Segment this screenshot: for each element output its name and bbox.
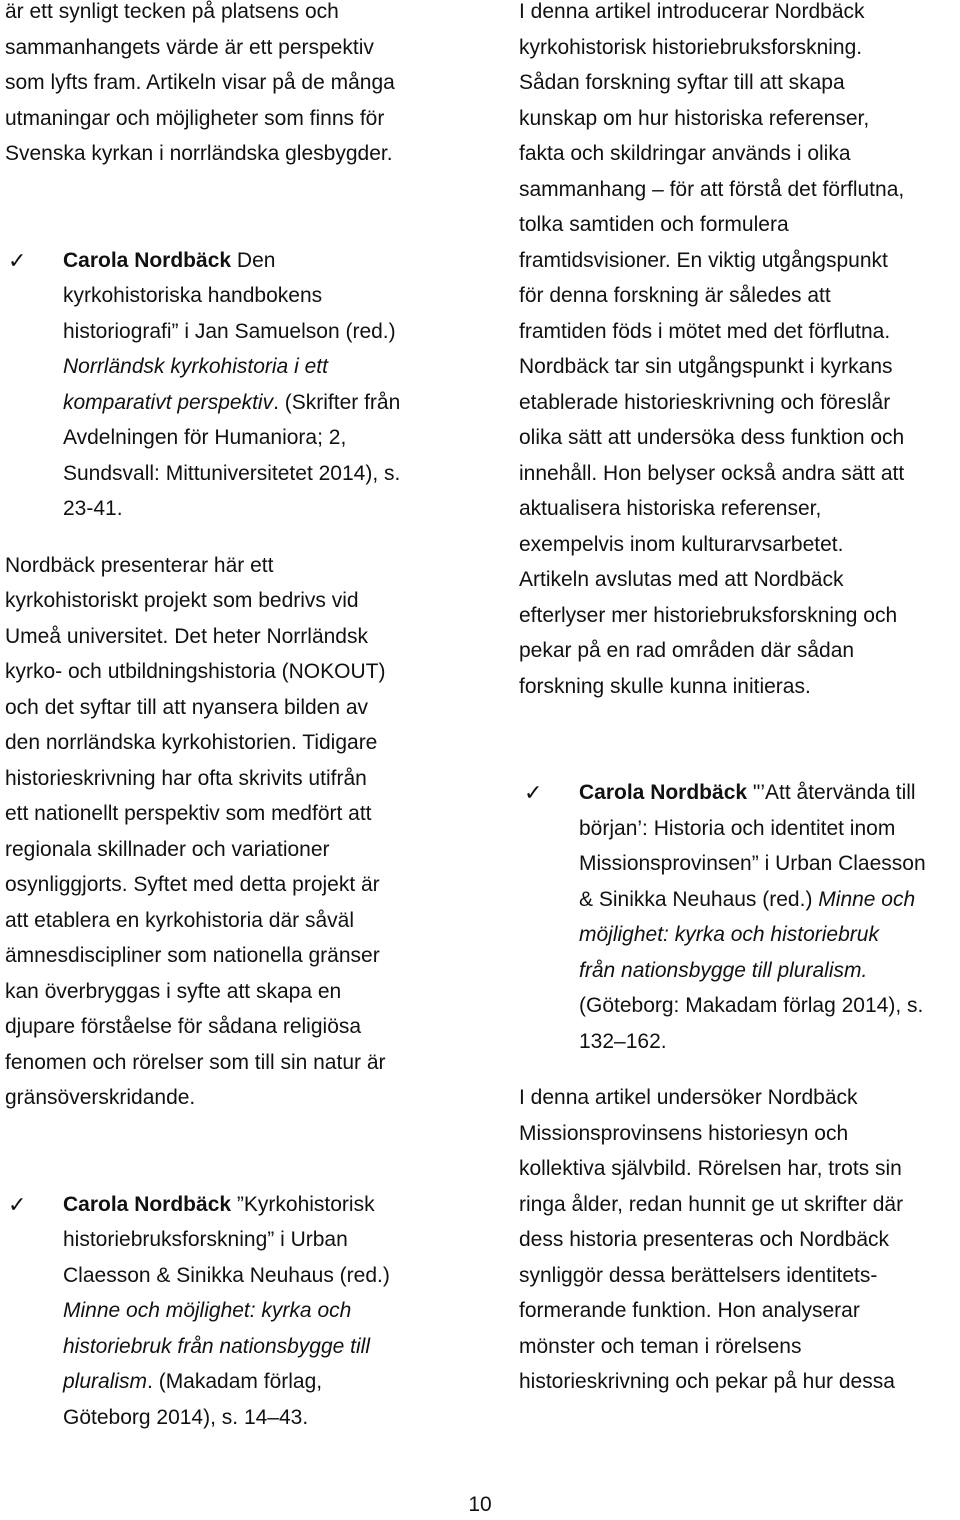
reference-text: Avdelningen för Humaniora; 2, [63,426,347,449]
reference-text: kyrkohistoriska handbokens [63,284,323,307]
reference-text: ”Kyrkohistorisk [231,1192,375,1216]
text-line: Umeå universitet. Det heter Norrländsk [5,624,368,648]
reference-entry [8,1187,460,1436]
reference-text: Sundsvall: Mittuniversitetet 2014), s. [63,461,401,485]
text-line: framtiden föds i mötet med det förflutna. [519,319,891,343]
text-line: Artikeln avslutas med att Nordbäck [519,568,844,591]
reference-text: 132–162. [579,1029,667,1053]
reference-line [63,385,460,421]
text-line: som lyfts fram. Artikeln visar på de många [5,71,395,94]
reference-line [63,491,460,527]
reference-text: 23-41. [63,497,123,520]
text-line: fakta och skildringar används i olika [519,142,851,165]
publication-title: Minne och [818,887,916,911]
text-line: kyrkohistoriskt projekt som bedrivs vid [5,589,359,612]
text-line: sammanhang – för att förstå det förflutna, [519,177,905,201]
description-paragraph [519,1080,959,1400]
reference-text: början’: Historia och identitet inom [579,816,896,840]
reference-line [63,456,460,492]
publication-title: komparativt perspektiv [63,390,274,414]
reference-line [579,846,959,882]
reference-line [63,1400,460,1436]
reference-text: historiografi” i Jan Samuelson (red.) [63,319,396,343]
text-line: synliggör dessa berättelsers identitets- [519,1263,878,1287]
text-line: mönster och teman i rörelsens [519,1334,802,1358]
text-line: osynliggjorts. Syftet med detta projekt är [5,873,380,896]
text-line: historieskrivning har ofta skrivits utifrån [5,766,367,790]
description-paragraph [5,548,460,1116]
reference-text: historiebruksforskning” i Urban [63,1228,348,1251]
text-line: kunskap om hur historiska referenser, [519,106,870,130]
reference-line [579,953,959,989]
checkmark-icon: ✓ [8,247,27,273]
reference-line [63,1329,460,1365]
text-line: Svenska kyrkan i norrländska glesbygder. [5,142,393,165]
text-line: den norrländska kyrkohistorien. Tidigare [5,731,378,754]
text-line: I denna artikel undersöker Nordbäck [519,1086,858,1109]
text-line: etablerade historieskrivning och föreslår [519,390,891,414]
author-name: Carola Nordbäck [63,1192,232,1216]
reference-line [63,1258,460,1294]
text-line: olika sätt att undersöka dess funktion och [519,426,905,449]
reference-line [579,882,959,918]
publication-title: från nationsbygge till pluralism. [579,958,868,982]
text-line: dess historia presenteras och Nordbäck [519,1228,890,1251]
description-paragraph [519,0,959,704]
reference-text: Missionsprovinsen” i Urban Claesson [579,852,926,875]
reference-line [579,917,959,953]
text-line: formerande funktion. Hon analyserar [519,1299,860,1322]
text-line: Missionsprovinsens historiesyn och [519,1121,849,1145]
text-line: innehåll. Hon belyser också andra sätt att [519,461,905,485]
text-line: efterlyser mer historiebruksforskning och [519,603,898,627]
publication-title: möjlighet: kyrka och historiebruk [579,923,879,946]
reference-line [63,243,460,279]
text-line: för denna forskning är således att [519,284,831,307]
text-line: exempelvis inom kulturarvsarbetet. [519,532,844,556]
text-line: djupare förståelse för sådana religiösa [5,1015,362,1038]
text-line: pekar på en rad områden där sådan [519,639,855,662]
text-line: historieskrivning och pekar på hur dessa [519,1370,895,1393]
reference-line [63,349,460,385]
publication-title: Norrländsk kyrkohistoria i ett [63,355,328,378]
text-line: Nordbäck presenterar här ett [5,553,274,577]
publication-title: pluralism [63,1370,148,1393]
text-line: är ett synligt tecken på platsens och [5,0,339,23]
text-line: Sådan forskning syftar till att skapa [519,71,845,94]
text-line: utmaningar och möjligheter som finns för [5,106,385,130]
text-line: ämnesdiscipliner som nationella gränser [5,944,380,967]
reference-line [63,278,460,314]
text-line: regionala skillnader och variationer [5,837,330,861]
checkmark-icon: ✓ [8,1191,27,1217]
reference-line [63,1293,460,1329]
author-name: Carola Nordbäck [579,781,748,804]
text-line: I denna artikel introducerar Nordbäck [519,0,865,23]
text-line: kan överbryggas i syfte att skapa en [5,979,342,1003]
text-line: tolka samtiden och formulera [519,213,789,236]
reference-entry [524,775,959,1059]
reference-line [63,420,460,456]
reference-line [63,1222,460,1258]
reference-text: Den [231,248,276,272]
reference-line [579,988,959,1024]
reference-text: & Sinikka Neuhaus (red.) [579,887,819,911]
text-line: ett nationellt perspektiv som medfört att [5,802,372,825]
text-line: kyrko- och utbildningshistoria (NOKOUT) [5,660,386,683]
text-line: sammanhangets värde är ett perspektiv [5,35,374,59]
reference-text: . (Skrifter från [273,390,401,414]
reference-text: Claesson & Sinikka Neuhaus (red.) [63,1263,390,1287]
text-line: framtidsvisioner. En viktig utgångspunkt [519,248,888,272]
reference-text: . (Makadam förlag, [147,1370,323,1393]
text-line: gränsöverskridande. [5,1086,196,1109]
intro-paragraph [5,0,460,172]
reference-line [63,314,460,350]
text-line: ringa ålder, redan hunnit ge ut skrifter där [519,1192,904,1216]
reference-line [579,1024,959,1060]
publication-title: historiebruk från nationsbygge till [63,1334,371,1358]
text-line: forskning skulle kunna initieras. [519,674,811,698]
left-column [5,0,460,1435]
right-column [519,0,959,1400]
publication-title: Minne och möjlighet: kyrka och [63,1299,352,1322]
text-line: fenomen och rörelser som till sin natur är [5,1050,386,1074]
text-line: Nordbäck tar sin utgångspunkt i kyrkans [519,355,893,378]
text-line: kollektiva självbild. Rörelsen har, trots sin [519,1157,902,1180]
text-line: och det syftar till att nyansera bilden av [5,695,369,719]
reference-line [579,775,959,811]
reference-text: "’Att återvända till [747,781,916,804]
author-name: Carola Nordbäck [63,248,232,272]
page-number: 10 [468,1493,492,1516]
reference-entry [8,243,460,527]
text-line: att etablera en kyrkohistoria där såväl [5,908,355,932]
checkmark-icon: ✓ [524,780,543,805]
reference-line [579,811,959,847]
reference-text: (Göteborg: Makadam förlag 2014), s. [579,994,924,1017]
reference-line [63,1364,460,1400]
text-line: aktualisera historiska referenser, [519,497,822,520]
reference-text: Göteborg 2014), s. 14–43. [63,1405,309,1429]
text-line: kyrkohistorisk historiebruksforskning. [519,35,863,59]
reference-line [63,1187,460,1223]
